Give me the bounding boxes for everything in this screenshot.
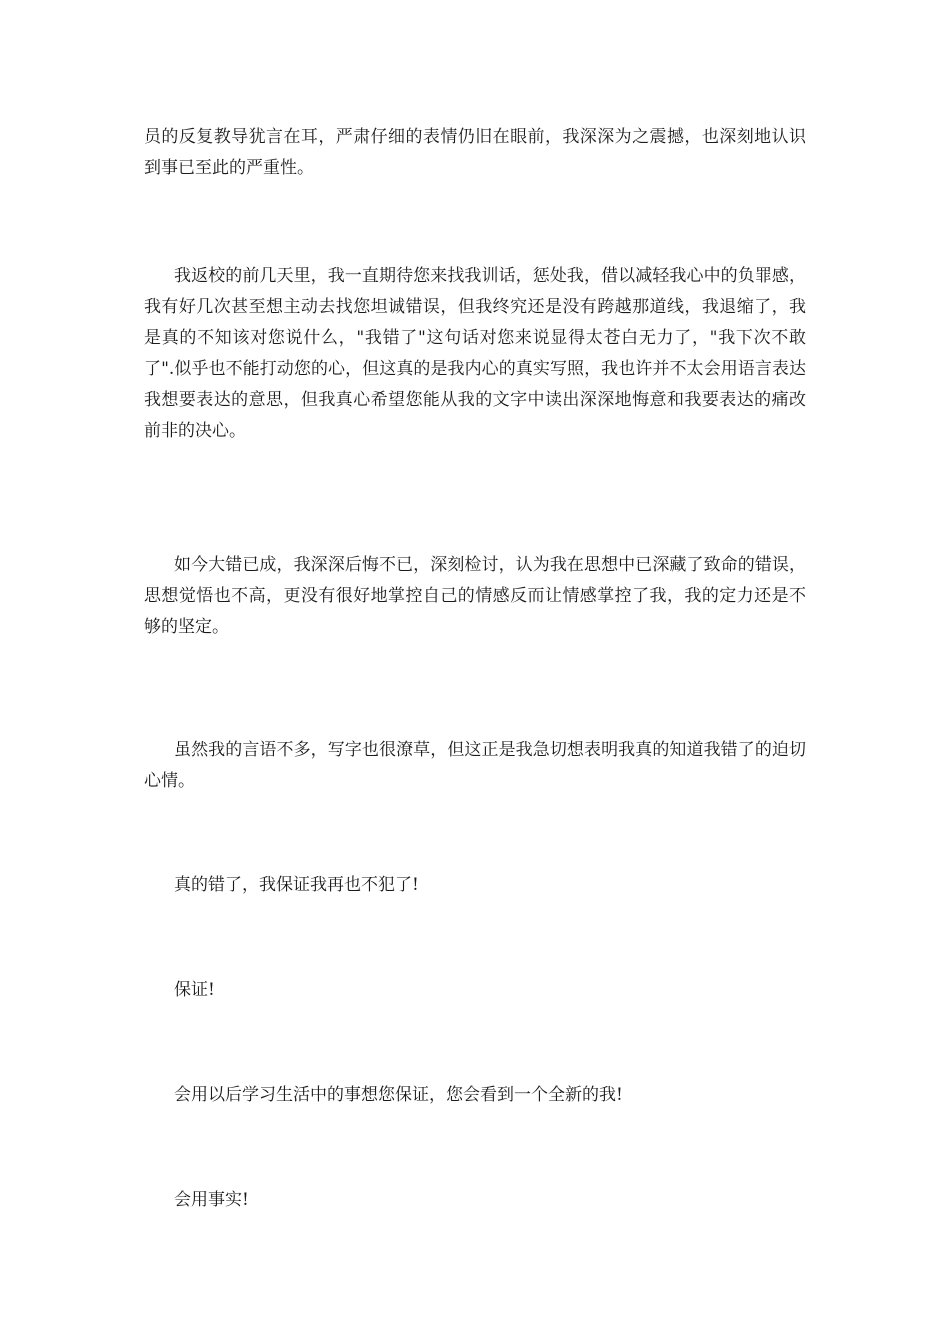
paragraph-3: 如今大错已成，我深深后悔不已，深刻检讨，认为我在思想中已深藏了致命的错误，思想觉悟也不高，更没有很好地掌控自己的情感反而让情感掌控了我，我的定力还是不够的坚定。 (144, 555, 806, 637)
paragraph-1: 员的反复教导犹言在耳，严肃仔细的表情仍旧在眼前，我深深为之震撼，也深刻地认识到事已至此的严重性。 (144, 127, 806, 178)
paragraph-8: 会用事实! (174, 1190, 249, 1210)
paragraph-4: 虽然我的言语不多，写字也很潦草，但这正是我急切想表明我真的知道我错了的迫切心情。 (144, 740, 806, 791)
paragraph-7: 会用以后学习生活中的事想您保证，您会看到一个全新的我! (174, 1085, 623, 1105)
paragraph-6: 保证! (174, 980, 215, 1000)
paragraph-2: 我返校的前几天里，我一直期待您来找我训话，惩处我，借以减轻我心中的负罪感，我有好几次甚至想主动去找您坦诚错误，但我终究还是没有跨越那道线，我退缩了，我是真的不知该对您说什么，"我错了"这句话对您来说显得太苍白无力了，"我下次不敢了".似乎也不能打动您的心，但这真的是我内心的真实写照，我也许并不太会用语言表达我想要表达的意思，但我真心希望您能从我的文字中读出深深地悔意和我要表达的痛改前非的决心。 (144, 266, 806, 441)
paragraph-5: 真的错了，我保证我再也不犯了! (174, 875, 419, 895)
